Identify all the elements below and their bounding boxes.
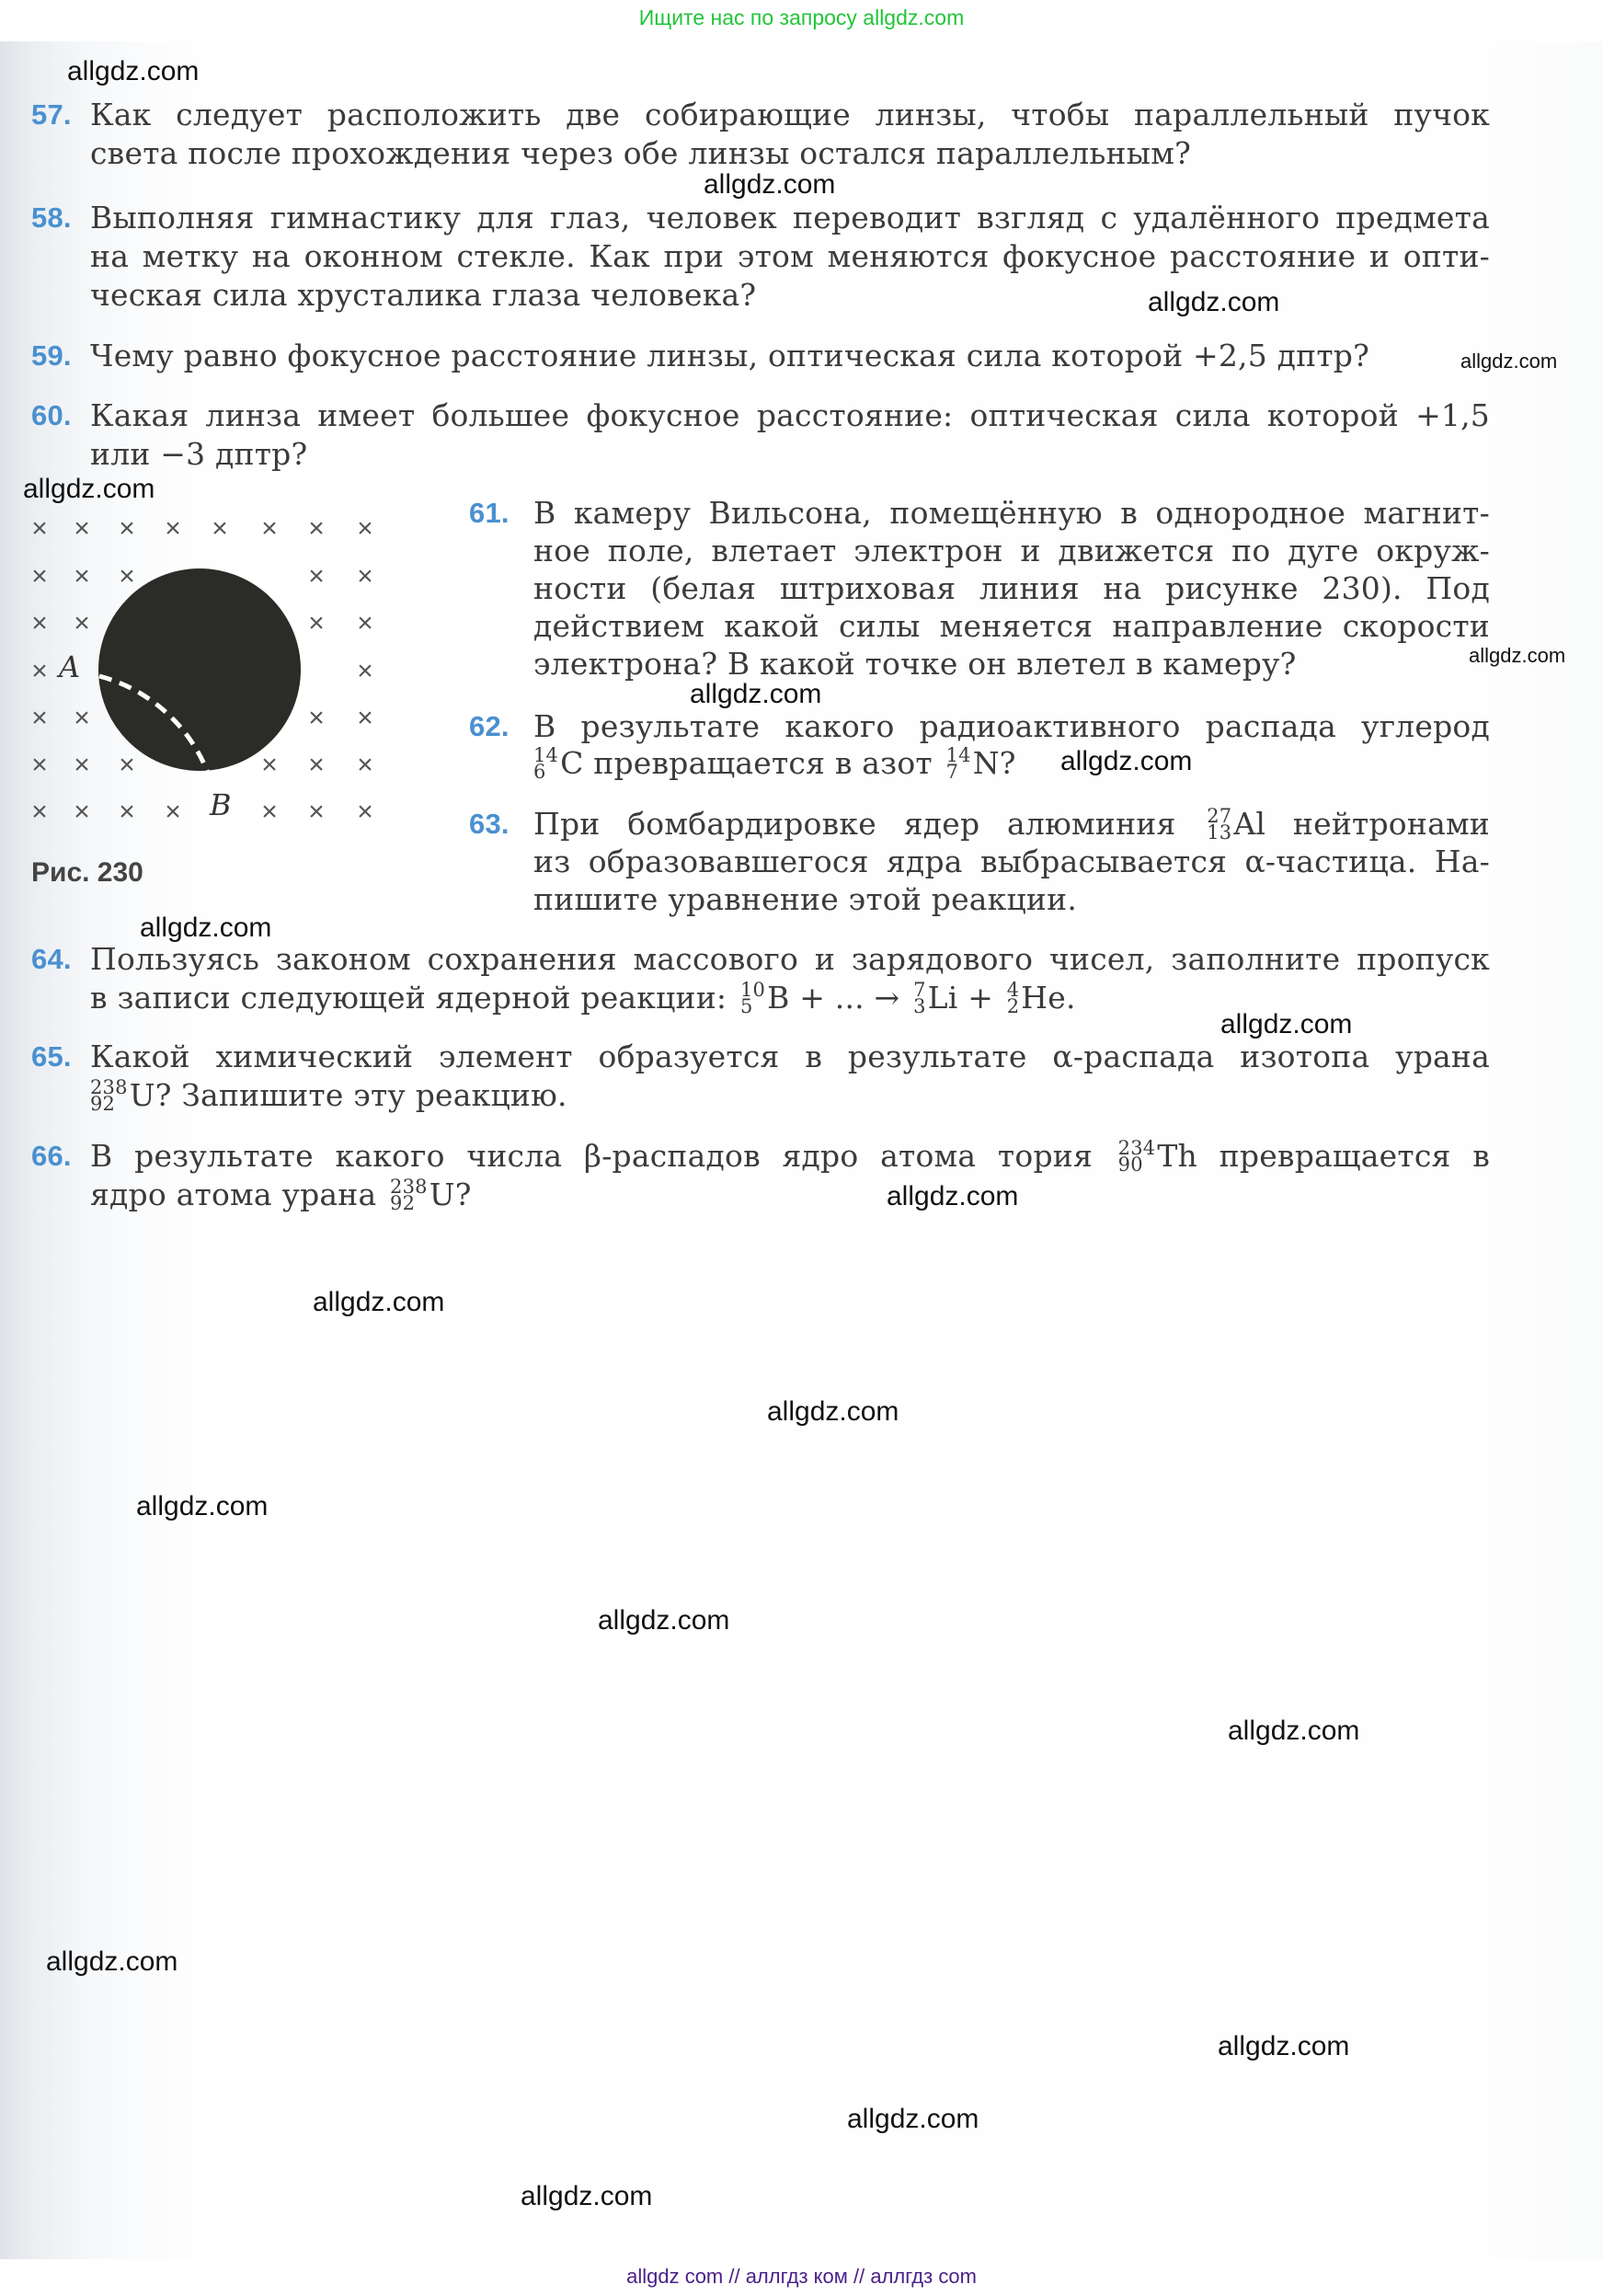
watermark: allgdz.com	[847, 2104, 979, 2134]
question-59	[31, 337, 1490, 375]
nuclide-nitrogen: 14 7	[945, 744, 971, 783]
field-cross-icon: ×	[74, 513, 90, 544]
watermark: allgdz.com	[704, 169, 836, 200]
question-line: Какая линза имеет большее фокусное расстояние: оптическая сила которой +1,5	[90, 397, 1490, 433]
field-cross-icon: ×	[31, 703, 48, 733]
question-line: света после прохождения через обе линзы остался параллельным?	[90, 135, 1191, 171]
watermark: allgdz.com	[136, 1491, 269, 1521]
question-line: пишите уравнение этой реакции.	[533, 881, 1078, 917]
field-cross-icon: ×	[74, 750, 90, 780]
watermark: allgdz.com	[598, 1605, 730, 1636]
question-line: электрона? В какой точке он влетел в камеру?	[533, 646, 1297, 682]
question-line: В результате какого числа β-распадов ядро атома тория 234 90 Th превращается в	[90, 1137, 1490, 1176]
field-cross-icon: ×	[357, 703, 373, 733]
field-cross-icon: ×	[357, 513, 373, 544]
field-cross-icon: ×	[357, 656, 373, 686]
watermark: allgdz.com	[46, 1946, 178, 1977]
question-line: в записи следующей ядерной реакции: 10 5 B + ... → 7 3 Li + 4 2 He.	[90, 979, 1076, 1017]
question-line: ческая сила хрусталика глаза человека?	[90, 277, 757, 313]
field-cross-icon: ×	[74, 703, 90, 733]
promo-text[interactable]: Ищите нас по запросу allgdz.com	[638, 6, 965, 29]
field-cross-icon: ×	[31, 561, 48, 591]
question-line: ности (белая штриховая линия на рисунке 230). Под	[533, 570, 1490, 606]
question-line: 238 92 U? Запишите эту реакцию.	[90, 1076, 567, 1115]
nuclide-uranium: 238 92	[90, 1076, 128, 1115]
watermark: allgdz.com	[1060, 746, 1193, 776]
point-b-label: B	[210, 787, 232, 822]
nuclide-carbon: 14 6	[533, 744, 559, 783]
field-cross-icon: ×	[261, 750, 278, 780]
field-cross-icon: ×	[31, 608, 48, 638]
watermark: allgdz.com	[1228, 1716, 1360, 1746]
figure-caption: Рис. 230	[31, 857, 143, 888]
field-cross-icon: ×	[119, 750, 135, 780]
question-number: 61.	[469, 497, 510, 529]
field-cross-icon: ×	[261, 797, 278, 827]
question-65	[31, 1038, 1490, 1115]
field-cross-icon: ×	[74, 561, 90, 591]
question-number: 64.	[31, 943, 72, 975]
question-64	[31, 940, 1490, 1017]
field-cross-icon: ×	[74, 797, 90, 827]
question-line: Как следует расположить две собирающие линзы, чтобы параллельный пучок	[90, 97, 1490, 132]
nuclide-thorium: 234 90	[1117, 1137, 1156, 1176]
watermark: allgdz.com	[690, 679, 822, 709]
watermark: allgdz.com	[23, 474, 155, 504]
watermark: allgdz.com	[1469, 644, 1566, 667]
field-cross-icon: ×	[357, 608, 373, 638]
field-cross-icon: ×	[165, 513, 181, 544]
field-cross-icon: ×	[357, 561, 373, 591]
watermark: allgdz.com	[140, 913, 272, 943]
field-cross-icon: ×	[357, 797, 373, 827]
field-cross-icon: ×	[31, 797, 48, 827]
question-66	[31, 1137, 1490, 1214]
question-line: Чему равно фокусное расстояние линзы, оптическая сила которой +2,5 дптр?	[90, 338, 1370, 373]
question-57	[31, 96, 1490, 173]
watermark: allgdz.com	[887, 1181, 1019, 1211]
question-number: 65.	[31, 1040, 72, 1073]
field-cross-icon: ×	[357, 750, 373, 780]
field-cross-icon: ×	[308, 561, 325, 591]
field-cross-icon: ×	[31, 656, 48, 686]
field-cross-icon: ×	[31, 750, 48, 780]
question-number: 60.	[31, 399, 72, 431]
question-number: 62.	[469, 710, 510, 742]
promo-bar	[0, 0, 1603, 41]
question-number: 58.	[31, 201, 72, 234]
field-cross-icon: ×	[31, 513, 48, 544]
field-cross-icon: ×	[119, 797, 135, 827]
nuclide-lithium: 7 3	[913, 979, 926, 1017]
question-number: 66.	[31, 1140, 72, 1172]
watermark: allgdz.com	[1218, 2031, 1350, 2061]
field-cross-icon: ×	[308, 608, 325, 638]
watermark: allgdz.com	[313, 1287, 445, 1317]
question-61	[469, 494, 1490, 683]
watermark: allgdz.com	[521, 2181, 653, 2211]
watermark: allgdz.com	[67, 56, 200, 86]
question-58	[31, 199, 1490, 315]
field-cross-icon: ×	[165, 797, 181, 827]
question-number: 59.	[31, 339, 72, 372]
field-cross-icon: ×	[74, 608, 90, 638]
question-line: ное поле, влетает электрон и движется по дуге окруж-	[533, 533, 1490, 568]
watermark: allgdz.com	[1460, 350, 1558, 373]
field-cross-icon: ×	[261, 513, 278, 544]
question-line: Выполняя гимнастику для глаз, человек переводит взгляд с удалённого предмета	[90, 200, 1490, 235]
question-line: Какой химический элемент образуется в результате α-распада изотопа урана	[90, 1039, 1490, 1074]
question-line: из образовавшегося ядра выбрасывается α-частица. На-	[533, 844, 1490, 879]
footer-links[interactable]: allgdz com // аллгдз ком // аллгдз com	[626, 2265, 977, 2288]
question-line: Пользуясь законом сохранения массового и зарядового чисел, заполните пропуск	[90, 941, 1490, 977]
figure-230	[0, 497, 441, 901]
field-cross-icon: ×	[119, 561, 135, 591]
question-line: В результате какого радиоактивного распада углерод	[533, 708, 1490, 744]
question-line: ядро атома урана 238 92 U?	[90, 1176, 472, 1214]
question-line: В камеру Вильсона, помещённую в однородное магнит-	[533, 495, 1490, 531]
watermark: allgdz.com	[1220, 1009, 1353, 1039]
field-cross-icon: ×	[308, 750, 325, 780]
question-60	[31, 396, 1490, 474]
question-63	[469, 805, 1491, 918]
nuclide-helium: 4 2	[1006, 979, 1020, 1017]
question-number: 63.	[469, 808, 510, 840]
question-line: действием какой силы меняется направление скорости	[533, 608, 1490, 644]
field-cross-icon: ×	[308, 513, 325, 544]
field-cross-icon: ×	[308, 797, 325, 827]
field-cross-icon: ×	[212, 513, 228, 544]
point-a-label: A	[59, 649, 81, 684]
question-line: 14 6 C превращается в азот 14 7 N?	[533, 744, 1016, 783]
question-line: или −3 дптр?	[90, 436, 308, 472]
nuclide-boron: 10 5	[739, 979, 766, 1017]
question-line: При бомбардировке ядер алюминия 27 13 Al нейтронами	[533, 805, 1491, 844]
field-cross-icon: ×	[308, 703, 325, 733]
field-cross-icon: ×	[119, 513, 135, 544]
question-line: на метку на оконном стекле. Как при этом меняются фокусное расстояние и опти-	[90, 238, 1490, 274]
nuclide-uranium: 238 92	[390, 1176, 428, 1214]
question-62	[469, 707, 1490, 783]
watermark: allgdz.com	[767, 1396, 899, 1427]
question-number: 57.	[31, 98, 72, 131]
watermark: allgdz.com	[1148, 287, 1280, 317]
footer-bar	[0, 2259, 1603, 2296]
nuclide-aluminium: 27 13	[1207, 805, 1232, 844]
